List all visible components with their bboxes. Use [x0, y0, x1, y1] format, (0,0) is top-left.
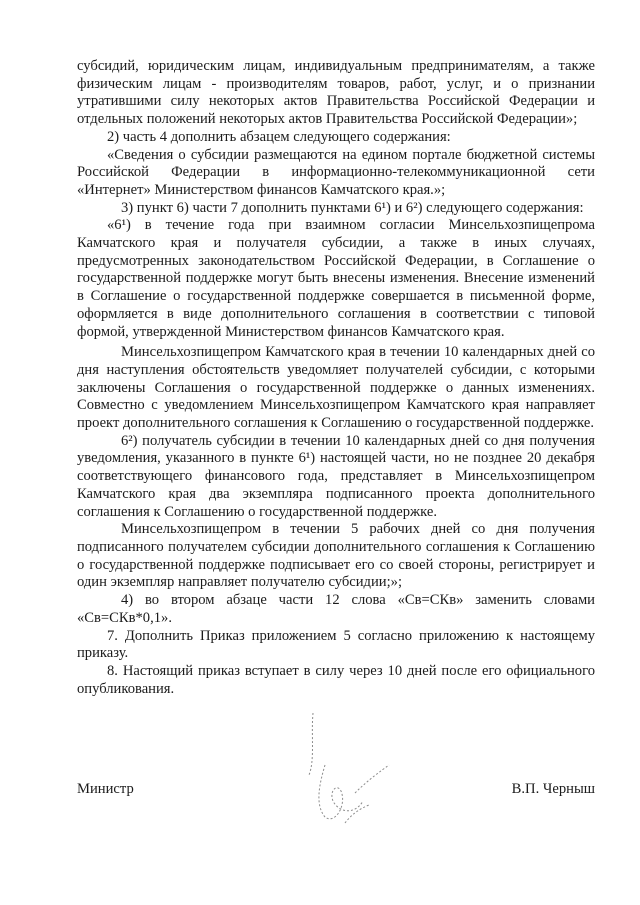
paragraph-point-6-2: 6²) получатель субсидии в течении 10 календарных дней со дня получения уведомления, указанного в пункте 6¹) настоящей части, но не позднее 20 декабря соответствующего финансового года, представляет в Минсельхозпищепром Камчатского края два экземпляра подписанного проекта дополнительного соглашения к Соглашению о государственной поддержке.	[77, 432, 595, 520]
paragraph-quote-info: «Сведения о субсидии размещаются на едином портале бюджетной системы Российской Федерации в информационно-телекоммуникационной сети «Интернет» Министерством финансов Камчатского края.»;	[77, 146, 595, 198]
signer-name: В.П. Черныш	[511, 781, 595, 797]
document-body	[77, 58, 595, 698]
paragraph-item-8: 8. Настоящий приказ вступает в силу через 10 дней после его официального опубликования.	[77, 662, 595, 697]
paragraph-signing: Минсельхозпищепром в течении 5 рабочих дней со дня получения подписанного получателем субсидии дополнительного соглашения к Соглашению о государственной поддержке подписывает его со своей стороны, регистрирует и один экземпляр направляет получателю субсидии;»;	[77, 521, 595, 591]
paragraph-item-4: 4) во втором абзаце части 12 слова «Св=СКв» заменить словами «Св=СКв*0,1».	[77, 592, 595, 626]
paragraph-intro: субсидий, юридическим лицам, индивидуальным предпринимателям, а также физическим лицам - производителям товаров, работ, услуг, и о признании утратившими силу некоторых актов Правительства Российской Федерации и отдельных положений некоторых актов Правительства Российской Федерации»;	[77, 58, 595, 128]
paragraph-item-2: 2) часть 4 дополнить абзацем следующего содержания:	[107, 128, 451, 145]
signer-title: Министр	[77, 781, 134, 797]
paragraph-point-6-1: «6¹) в течение года при взаимном согласии Минсельхозпищепрома Камчатского края и получателя субсидии, а также в иных случаях, предусмотренных законодательством Российской Федерации, в Соглашение о государственной поддержке могут быть внесены изменения. Внесение изменений в Соглашение о государственной поддержке совершается в письменной форме, оформляется в виде дополнительного соглашения в соответствии с типовой формой, утвержденной Министерством финансов Камчатского края.	[77, 217, 595, 340]
paragraph-notification: Минсельхозпищепром Камчатского края в течении 10 календарных дней со дня наступления обстоятельств уведомляет получателей субсидии, с которыми заключены Соглашения о государственной поддержке о данных изменениях. Совместно с уведомлением Минсельхозпищепром Камчатского края направляет проект дополнительного соглашения к Соглашению о государственной поддержке.	[77, 344, 595, 432]
paragraph-item-3: 3) пункт 6) части 7 дополнить пунктами 6¹) и 6²) следующего содержания:	[121, 199, 584, 216]
handwritten-signature	[285, 705, 405, 835]
paragraph-item-7: 7. Дополнить Приказ приложением 5 согласно приложению к настоящему приказу.	[77, 627, 595, 662]
